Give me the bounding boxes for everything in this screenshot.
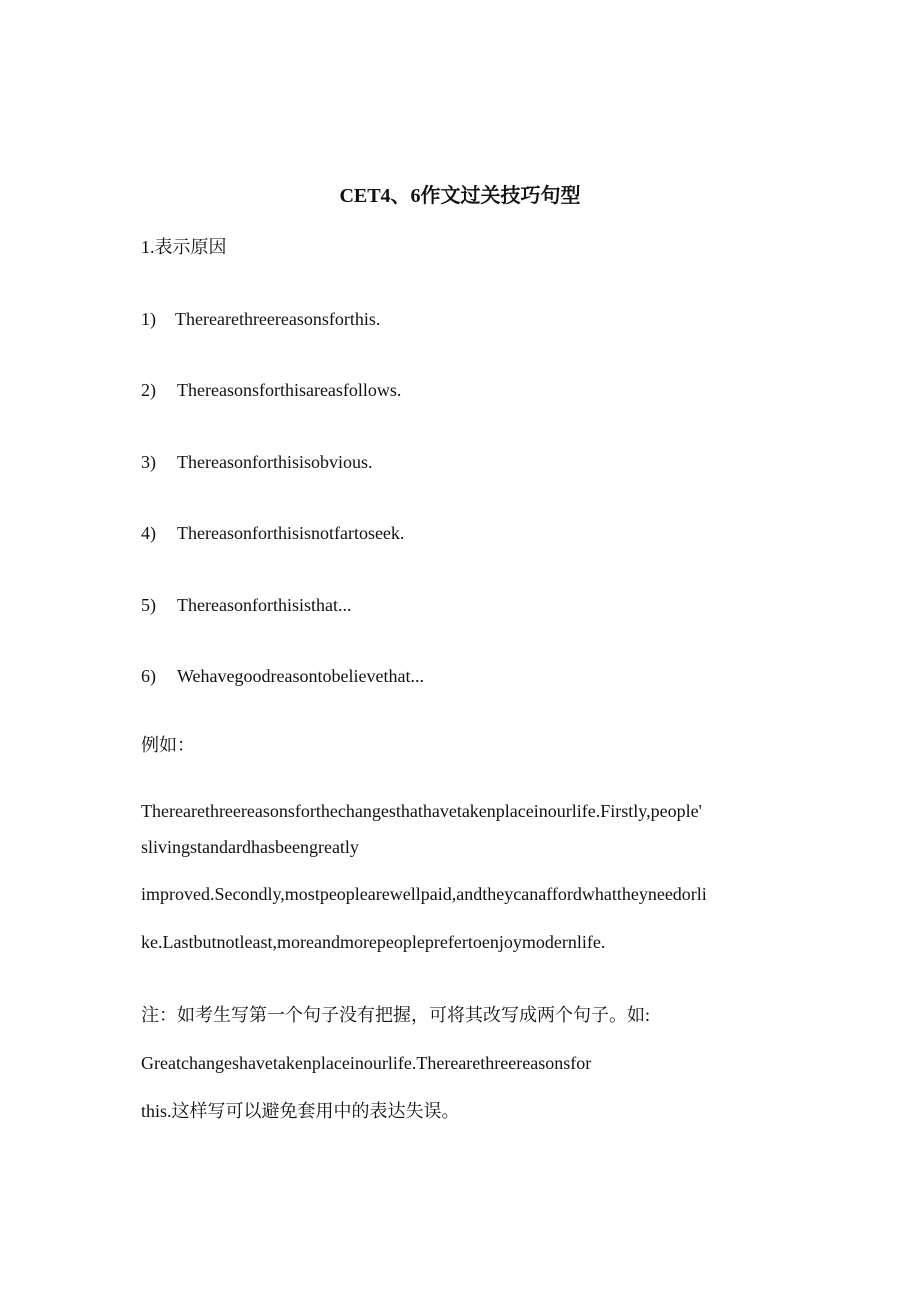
reason-text: Therearethreereasonsforthis. bbox=[175, 309, 381, 329]
reason-text: Thereasonforthisisobvious. bbox=[177, 452, 373, 472]
page-title: CET4、6作文过关技巧句型 bbox=[339, 185, 581, 207]
reason-item-1 bbox=[141, 306, 380, 332]
example-label: 例如： bbox=[141, 735, 195, 755]
reason-number: 5) bbox=[141, 595, 156, 615]
example-line-3: improved.Secondly,mostpeoplearewellpaid,andtheycanaffordwhattheyneedorli bbox=[141, 884, 707, 904]
reason-number: 6) bbox=[141, 666, 156, 686]
reason-number: 2) bbox=[141, 380, 156, 400]
note-line-2: Greatchangeshavetakenplaceinourlife.Therearethreereasonsfor bbox=[141, 1053, 592, 1073]
reason-item-3 bbox=[141, 449, 372, 475]
reason-item-4 bbox=[141, 520, 404, 546]
example-line-1: Therearethreereasonsforthechangesthathavetakenplaceinourlife.Firstly,people' bbox=[141, 801, 702, 821]
reason-item-6 bbox=[141, 663, 424, 689]
note-line-1: 注：如考生写第一个句子没有把握，可将其改写成两个句子。如: bbox=[141, 1005, 650, 1025]
reason-number: 4) bbox=[141, 523, 156, 543]
reason-item-5 bbox=[141, 592, 351, 618]
reason-text: Thereasonforthisisthat... bbox=[177, 595, 352, 615]
note-line-3: this.这样写可以避免套用中的表达失误。 bbox=[141, 1101, 460, 1121]
reason-number: 1) bbox=[141, 309, 156, 329]
reason-item-2 bbox=[141, 377, 401, 403]
example-line-2: slivingstandardhasbeengreatly bbox=[141, 837, 359, 857]
reason-text: Wehavegoodreasontobelievethat... bbox=[177, 666, 424, 686]
section-heading: 1.表示原因 bbox=[141, 237, 227, 257]
reason-text: Thereasonsforthisareasfollows. bbox=[177, 380, 402, 400]
reason-number: 3) bbox=[141, 452, 156, 472]
example-line-4: ke.Lastbutnotleast,moreandmorepeopleprefertoenjoymodernlife. bbox=[141, 932, 606, 952]
reason-text: Thereasonforthisisnotfartoseek. bbox=[177, 523, 405, 543]
